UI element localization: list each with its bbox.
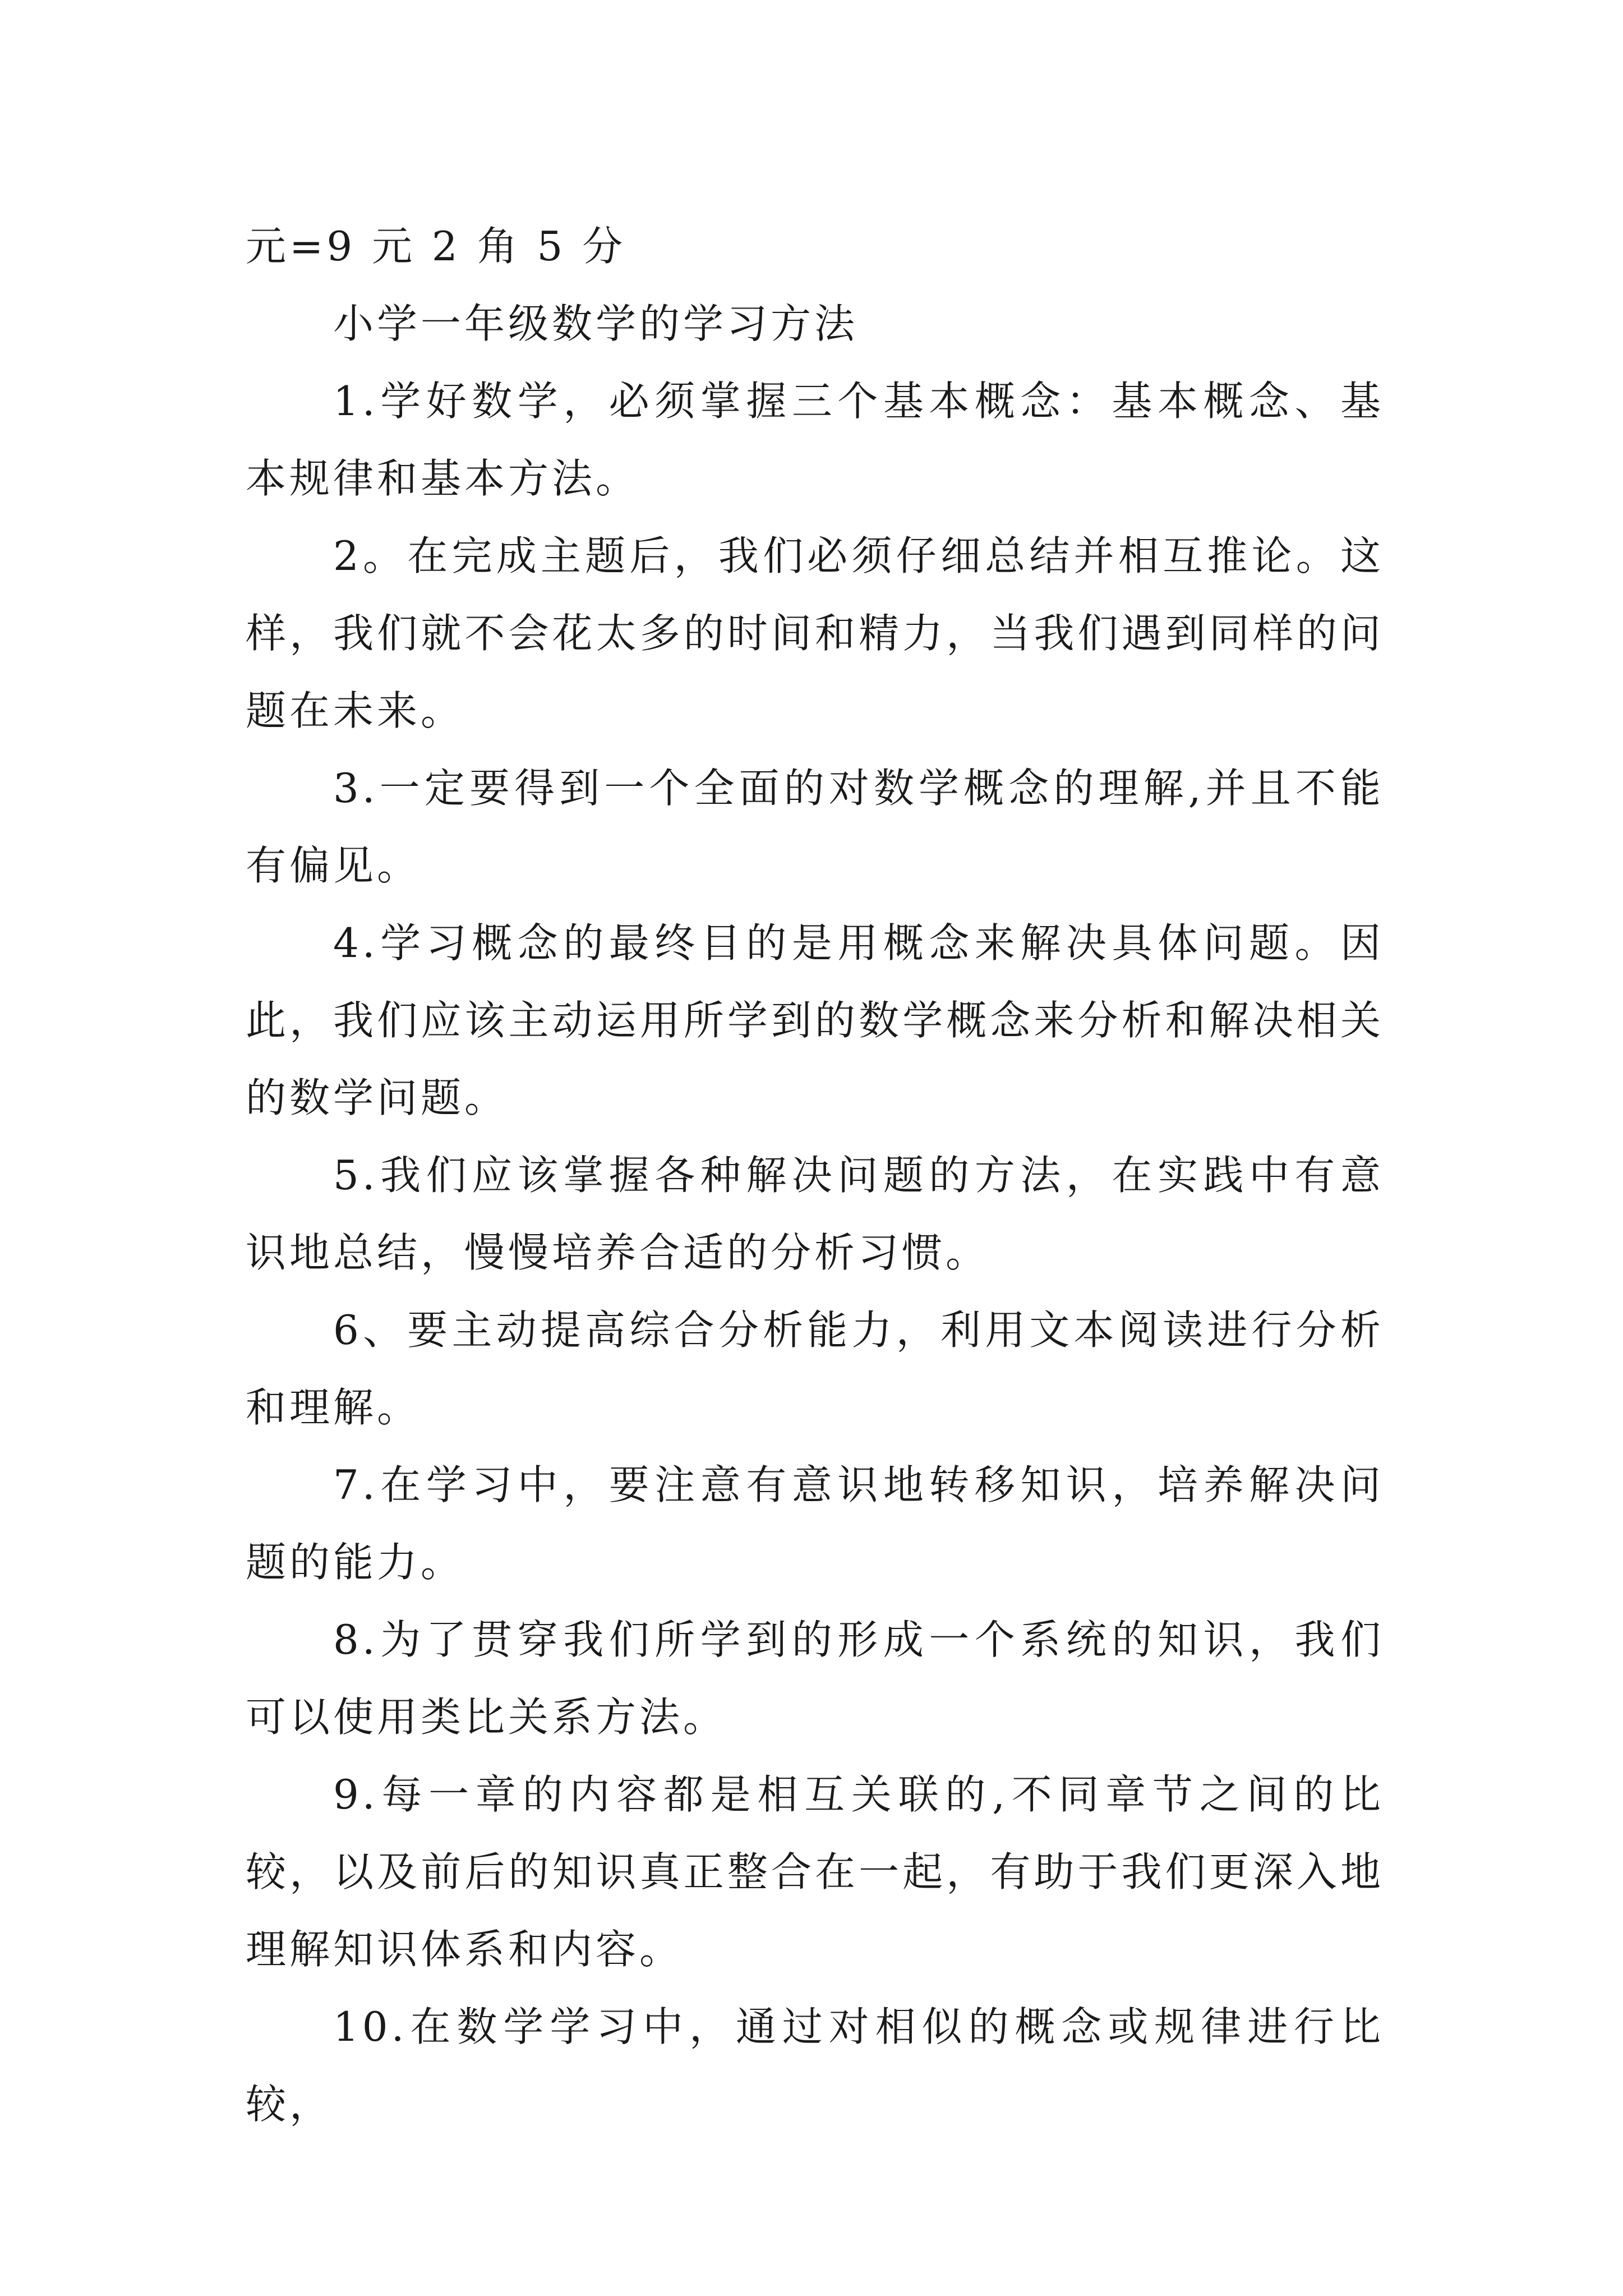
list-item: 5.我们应该掌握各种解决问题的方法，在实践中有意识地总结，慢慢培养合适的分析习惯。: [246, 1152, 1384, 1276]
list-item: 3.一定要得到一个全面的对数学概念的理解,并且不能有偏见。: [246, 765, 1384, 889]
list-item: 10.在数学学习中，通过对相似的概念或规律进行比较，: [246, 2003, 1384, 2128]
section-heading: 小学一年级数学的学习方法: [333, 300, 859, 347]
list-item: 7.在学习中，要注意有意识地转移知识，培养解决问题的能力。: [246, 1461, 1384, 1586]
continuation-line: 元=9 元 2 角 5 分: [246, 223, 626, 270]
list-item: 1.学好数学，必须掌握三个基本概念：基本概念、基本规律和基本方法。: [246, 378, 1384, 502]
list-item: 8.为了贯穿我们所学到的形成一个系统的知识，我们可以使用类比关系方法。: [246, 1616, 1384, 1741]
document-body: [246, 208, 1384, 2143]
list-item: 4.学习概念的最终目的是用概念来解决具体问题。因此，我们应该主动运用所学到的数学概念来分析和解决相关的数学问题。: [246, 919, 1384, 1121]
list-item: 2。在完成主题后，我们必须仔细总结并相互推论。这样，我们就不会花太多的时间和精力，当我们遇到同样的问题在未来。: [246, 532, 1384, 734]
list-item: 9.每一章的内容都是相互关联的,不同章节之间的比较，以及前后的知识真正整合在一起，有助于我们更深入地理解知识体系和内容。: [246, 1771, 1384, 1973]
list-item: 6、要主动提高综合分析能力，利用文本阅读进行分析和理解。: [246, 1306, 1384, 1431]
